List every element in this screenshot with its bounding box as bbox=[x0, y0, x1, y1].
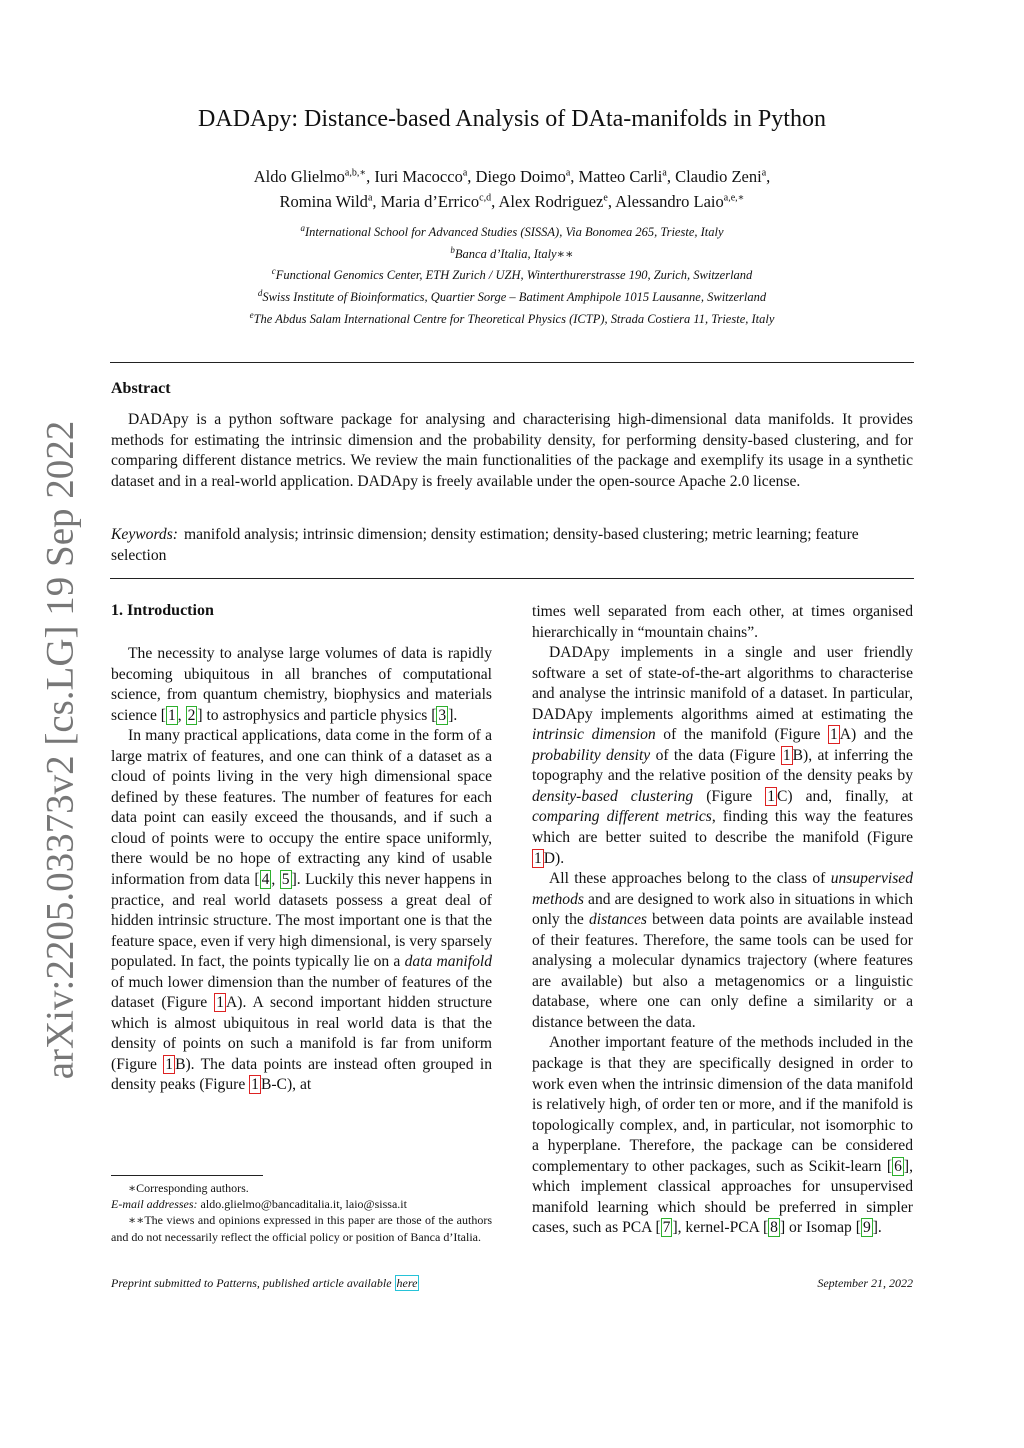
arxiv-id: arXiv:2205.03373v2 [cs.LG] 19 Sep 2022 bbox=[38, 420, 82, 1080]
abstract-heading: Abstract bbox=[111, 380, 171, 397]
author: Aldo Glielmo$^{a,b,∗}$, bbox=[253, 166, 375, 186]
paper-title: DADApy: Distance-based Analysis of DAta-manifolds in Python bbox=[198, 106, 826, 132]
section-heading: 1. Introduction bbox=[111, 602, 214, 619]
footnotes bbox=[111, 1180, 492, 1245]
affiliation: $^e$The Abdus Salam International Centre for Theoretical Physics (ICTP), Strada Costiera 11, Trieste, Italy bbox=[249, 309, 775, 326]
paragraph: DADApy implements in a single and user friendly software a set of state-of-the-art algorithms to characterise and analyse the intrinsic manifold of a dataset. In particular, DADApy implements algorithms aimed at estimating the intrinsic dimension of the manifold (Figure 1 A) and the probability density of the data (Figure 1 B), at inferring the topography and the relative position of the density peaks by density-based clustering (Figure 1 C) and, finally, at comparing different metrics, finding this way the features which are better suited to describe the manifold (Figure 1 D). bbox=[532, 644, 914, 867]
divider bbox=[110, 578, 914, 579]
affiliations bbox=[0, 220, 1024, 328]
abstract-text: DADApy is a python software package for analysing and characterising high-dimensional data manifolds. It provides methods for estimating the intrinsic dimension and the probability density, for performing density-based clustering, and for comparing different distance metrics. We review the main functionalities of the package and exemplify its usage in a synthetic dataset and in a real-world application. DADApy is freely available under the open-source Apache 2.0 license. bbox=[111, 411, 913, 490]
here-link[interactable]: here bbox=[396, 1276, 418, 1290]
body-column-left bbox=[111, 644, 492, 1096]
keywords bbox=[111, 525, 913, 566]
author: Diego Doimo$^a$, bbox=[475, 166, 579, 186]
paragraph: Another important feature of the methods included in the package is that they are specifically designed in order to work even when the intrinsic dimension of the data manifold is relatively high, of order ten or more, and if the manifold is topologically complex, and, in particular, not isomorphic to a hyperplane. Therefore, the package can be considered complementary to other packages, such as Scikit-learn [ 6 ], which implement classical approaches for unsupervised manifold learning which should be preferred in simpler cases, such as PCA [ 7 ], kernel-PCA [ 8 ] or Isomap [ 9 ]. bbox=[532, 1034, 913, 1237]
affiliation: $^a$International School for Advanced Studies (SISSA), Via Bonomea 265, Trieste, Italy bbox=[300, 223, 724, 240]
author-list bbox=[0, 162, 1024, 213]
footnote-divider bbox=[111, 1175, 263, 1176]
paragraph: times well separated from each other, at times organised hierarchically in “mountain chains”. bbox=[532, 603, 913, 641]
author: Matteo Carli$^a$, bbox=[578, 166, 676, 186]
page-footer bbox=[111, 1276, 913, 1291]
paragraph: The necessity to analyse large volumes of data is rapidly becoming ubiquitous in all branches of computational science, from quantum chemistry, biophysics and materials science [ 1 , 2 ] to astrophysics and particle physics [ 3 ]. bbox=[111, 645, 492, 724]
footer-preprint: Preprint submitted to Patterns, published article available bbox=[111, 1276, 392, 1290]
author-line-2 bbox=[0, 188, 1024, 214]
author-line-1 bbox=[0, 162, 1024, 188]
footnote-emails: E-mail addresses: aldo.glielmo@bancaditalia.it, laio@sissa.it bbox=[111, 1197, 407, 1212]
footer-date: September 21, 2022 bbox=[817, 1276, 913, 1290]
author: Alessandro Laio$^{a,e,∗}$ bbox=[615, 192, 745, 211]
author: Romina Wild$^a$, bbox=[279, 192, 381, 211]
author: Claudio Zeni$^a$, bbox=[675, 166, 771, 186]
body-column-right bbox=[532, 602, 913, 1239]
paragraph: All these approaches belong to the class of unsupervised methods and are designed to work also in situations in which only the distances between data points are available instead of their features. Therefore, the same tools can be used for analysing a molecular dynamics trajectory (where features are available) but also a metagenomics or a linguistic database, where one can only define a similarity or a distance between the data. bbox=[532, 870, 913, 1031]
divider bbox=[110, 362, 914, 363]
paragraph: In many practical applications, data come in the form of a large matrix of features, and one can think of a dataset as a cloud of points living in the very high dimensional space defined by these features. The number of features for each data point can easily exceed the thousands, and if such a cloud of points were to occupy the entire space uniformly, there would be no hope of extracting any kind of usable information from data [ 4 , 5 ]. Luckily this never happens in practice, and real world datasets possess a great deal of hidden intrinsic structure. The most important one is that the feature space, even if very high dimensional, is very sparsely populated. In fact, the points typically lie on a data manifold of much lower dimension than the number of features of the dataset (Figure 1 A). A second important hidden structure which is almost ubiquitous in real world data is that the density of points on such a manifold is far from uniform (Figure 1 B). The data points are instead often grouped in density peaks (Figure 1 B-C), at bbox=[111, 727, 492, 1094]
keywords-label: Keywords: bbox=[111, 526, 178, 543]
footnote-disclaimer: ∗∗The views and opinions expressed in this paper are those of the authors and do not necessarily reflect the official policy or position of Banca d’Italia. bbox=[111, 1213, 492, 1244]
keywords-text: manifold analysis; intrinsic dimension; density estimation; density-based clustering; metric learning; feature selection bbox=[111, 526, 859, 564]
affiliation: $^d$Swiss Institute of Bioinformatics, Quartier Sorge – Batiment Amphipole 1015 Lausanne, Switzerland bbox=[257, 287, 767, 305]
affiliation: $^b$Banca d’Italia, Italy∗∗ bbox=[450, 244, 574, 261]
footnote-corresponding: ∗Corresponding authors. bbox=[128, 1181, 249, 1195]
author: Maria d’Errico$^{c,d}$, bbox=[380, 192, 499, 211]
author: Iuri Macocco$^a$, bbox=[374, 166, 476, 186]
author: Alex Rodriguez$^e$, bbox=[498, 192, 616, 211]
affiliation: $^c$Functional Genomics Center, ETH Zurich / UZH, Winterthurerstrasse 190, Zurich, Switzerland bbox=[271, 266, 753, 283]
